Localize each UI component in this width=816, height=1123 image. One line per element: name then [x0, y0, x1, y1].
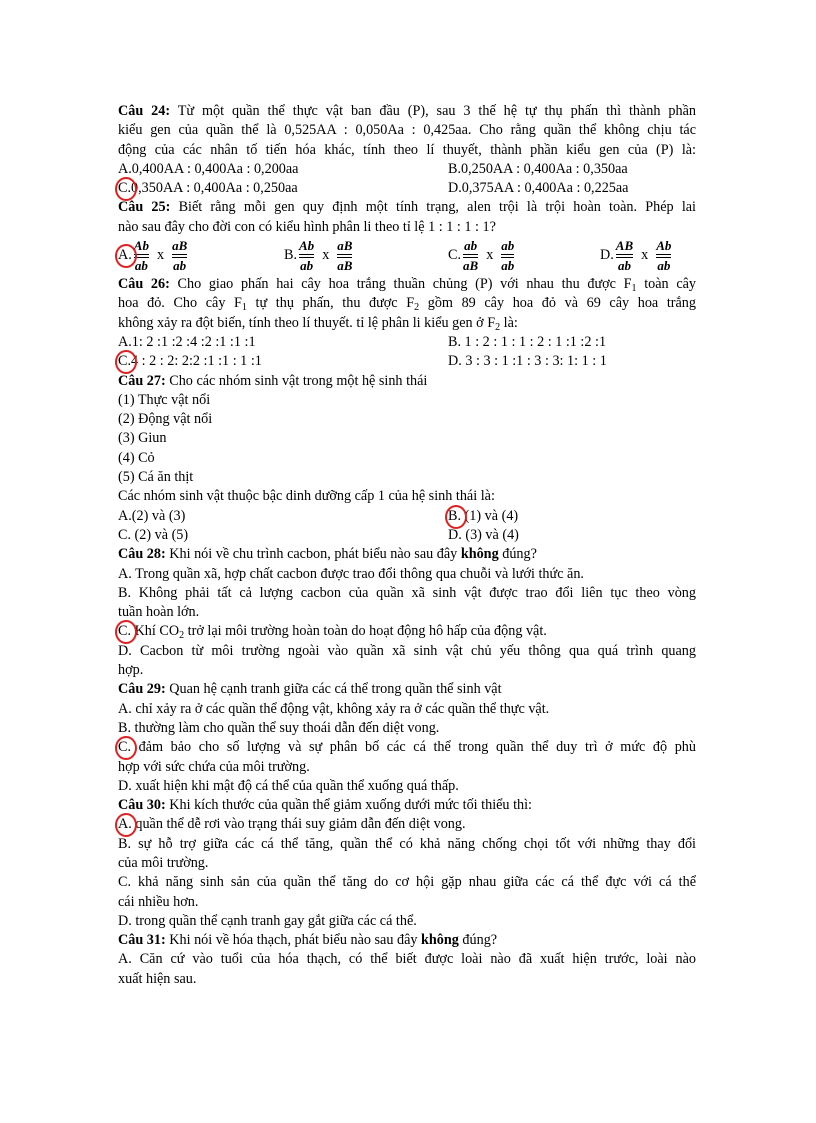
q26-option-b: B. 1 : 2 : 1 : 1 : 2 : 1 :1 :2 :1: [448, 333, 607, 350]
q30-option-b: B. sự hỗ trợ giữa các cá thể tăng, quần thể có khả năng chống chọi tốt với những thay đổi: [118, 835, 696, 852]
q31-option-a: A. Căn cứ vào tuổi của hóa thạch, có thể biết được loài nào đã xuất hiện trước, loài nào: [118, 951, 696, 968]
q25-line1: Câu 25: Biết rằng mỗi gen quy định một tính trạng, alen trội là trội hoàn toàn. Phép lai: [118, 199, 697, 216]
q27-label: Câu 27:: [118, 372, 166, 389]
genotype-fraction: $\frac{AB}{ab}$: [615, 238, 634, 274]
q26-line3: không xảy ra đột biến, tính theo lí thuyết. tỉ lệ phân li kiểu gen ở $F_2$ là:: [118, 314, 518, 333]
q30-option-c-cont: cái nhiều hơn.: [118, 893, 199, 910]
q24-options-cd: [118, 179, 696, 198]
q27-item: (3) Giun: [118, 430, 167, 447]
q25-label: Câu 25:: [118, 199, 171, 216]
q25-option-c: C. $\frac{ab}{aB}$ x $\frac{ab}{ab}$: [448, 238, 515, 274]
q26-option-d: D. 3 : 3 : 1 :1 : 3 : 3: 1: 1 : 1: [448, 353, 607, 370]
q27-item: (5) Cá ăn thịt: [118, 469, 194, 486]
q26-option-a: A.1: 2 :1 :2 :4 :2 :1 :1 :1: [118, 333, 256, 350]
q26-option-c: C.4 : 2 : 2: 2:2 :1 :1 : 1 :1: [118, 352, 448, 371]
q29-option-a: A. chỉ xảy ra ở các quần thể động vật, không xảy ra ở các quần thể thực vật.: [118, 700, 550, 717]
q24-label: Câu 24:: [118, 103, 171, 119]
q30-option-b-cont: của môi trường.: [118, 854, 209, 871]
q24-answer-mark: C.: [118, 179, 131, 198]
exam-page: [118, 102, 696, 989]
q27-item: (1) Thực vật nổi: [118, 391, 211, 408]
q27-option-d: D. (3) và (4): [448, 526, 519, 543]
q31-line1: Câu 31: Khi nói về hóa thạch, phát biểu nào sau đây không đúng?: [118, 932, 498, 949]
q28-answer-mark: C.: [118, 622, 131, 641]
q28-option-b-cont: tuần hoàn lớn.: [118, 604, 200, 621]
q26-line1: Câu 26: Cho giao phấn hai cây hoa trắng thuần chủng (P) với nhau thu được $F_1$ toàn cây: [118, 276, 697, 295]
q29-line1: Câu 29: Quan hệ cạnh tranh giữa các cá thể trong quần thể sinh vật: [118, 681, 502, 698]
q28-label: Câu 28:: [118, 546, 166, 563]
genotype-fraction: $\frac{Ab}{ab}$: [133, 238, 149, 274]
q24-option-b: B.0,250AA : 0,400Aa : 0,350aa: [448, 160, 628, 177]
genotype-fraction: $\frac{ab}{ab}$: [501, 238, 515, 274]
q28-option-d: D. Cacbon từ môi trường ngoài vào quần xã sinh vật chủ yếu thông qua quá trình quang: [118, 642, 696, 659]
q30-option-a: A. quần thể dễ rơi vào trạng thái suy giảm dẫn đến diệt vong.: [118, 815, 696, 834]
q28-option-a: A. Trong quần xã, hợp chất cacbon được trao đổi thông qua chuỗi và lưới thức ăn.: [118, 565, 584, 582]
genotype-fraction: $\frac{ab}{aB}$: [463, 238, 479, 274]
q26-line2: hoa đỏ. Cho cây $F_1$ tự thụ phấn, thu được $F_2$ gồm 89 cây hoa đỏ và 69 cây hoa trắng: [118, 295, 696, 314]
genotype-fraction: $\frac{Ab}{ab}$: [299, 238, 315, 274]
q25-option-b: B. $\frac{Ab}{ab}$ x $\frac{aB}{aB}$: [284, 238, 353, 274]
q25-answer-mark: A.: [118, 246, 132, 265]
q29-option-c-cont: hợp với sức chứa của môi trường.: [118, 758, 310, 775]
q26-options-cd: [118, 352, 696, 371]
genotype-fraction: $\frac{aB}{ab}$: [172, 238, 188, 274]
q24-option-d: D.0,375AA : 0,400Aa : 0,225aa: [448, 180, 629, 197]
q30-option-c: C. khả năng sinh sản của quần thể tăng do cơ hội gặp nhau giữa các cá thể đực với cá thể: [118, 874, 696, 891]
q29-answer-mark: C.: [118, 738, 131, 757]
q27-option-a: A.(2) và (3): [118, 507, 186, 524]
q26-answer-mark: C.: [118, 352, 131, 371]
q30-option-d: D. trong quần thể cạnh tranh gay gắt giữa các cá thể.: [118, 912, 417, 929]
q30-label: Câu 30:: [118, 797, 166, 814]
q25-option-d: D. $\frac{AB}{ab}$ x $\frac{Ab}{ab}$: [600, 238, 672, 274]
q27-answer-mark: B.: [448, 507, 461, 526]
q29-label: Câu 29:: [118, 681, 166, 698]
q27-option-c: C. (2) và (5): [118, 526, 189, 543]
q25-option-a: A. $\frac{Ab}{ab}$ x $\frac{aB}{ab}$: [118, 238, 188, 274]
q29-option-b: B. thường làm cho quần thể suy thoái dẫn đến diệt vong.: [118, 719, 440, 736]
q30-answer-mark: A.: [118, 815, 132, 834]
q29-option-d: D. xuất hiện khi mật độ cá thể của quần thể xuống quá thấp.: [118, 777, 459, 794]
q24-option-a: A.0,400AA : 0,400Aa : 0,200aa: [118, 160, 299, 177]
q25-line2: nào sau đây cho đời con có kiểu hình phân li theo tỉ lệ 1 : 1 : 1 : 1?: [118, 218, 496, 235]
q24-options-ab: [118, 160, 696, 179]
q28-option-b: B. Không phải tất cả lượng cacbon của quần xã sinh vật được trao đổi liên tục theo vòng: [118, 584, 696, 601]
q26-options-ab: [118, 333, 696, 352]
q27-option-b: B. (1) và (4): [448, 507, 518, 526]
q31-label: Câu 31:: [118, 932, 166, 949]
q24-option-c: C.0,350AA : 0,400Aa : 0,250aa: [118, 179, 448, 198]
q29-option-c: C. đảm bảo cho số lượng và sự phân bố các cá thể trong quần thể duy trì ở mức độ phù: [118, 738, 696, 757]
q27-item: (2) Động vật nổi: [118, 411, 213, 428]
q27-options-ab: [118, 507, 696, 526]
q24-line1: Câu 24: Từ một quần thể thực vật ban đầu (P), sau 3 thế hệ tự thụ phấn thì thành phần: [118, 103, 696, 119]
q28-line1: Câu 28: Khi nói về chu trình cacbon, phát biểu nào sau đây không đúng?: [118, 546, 537, 563]
q30-line1: Câu 30: Khi kích thước của quần thể giảm xuống dưới mức tối thiểu thì:: [118, 797, 532, 814]
q24-line3: động của các nhân tố tiến hóa khác, tính theo lí thuyết, thành phần kiểu gen của (P) là:: [118, 141, 696, 158]
q28-option-c: C. Khí $CO_2$ trở lại môi trường hoàn toàn do hoạt động hô hấp của động vật.: [118, 623, 547, 642]
q28-option-d-cont: hợp.: [118, 662, 144, 679]
q31-option-a-cont: xuất hiện sau.: [118, 970, 197, 987]
q25-options: [118, 237, 696, 275]
q24-line2: kiểu gen của quần thể là 0,525AA : 0,050Aa : 0,425aa. Cho rằng quần thể không chịu tác: [118, 122, 696, 139]
q27-options-cd: [118, 526, 696, 545]
q27-item: (4) Cỏ: [118, 449, 155, 466]
q27-question: Các nhóm sinh vật thuộc bậc dinh dưỡng cấp 1 của hệ sinh thái là:: [118, 488, 495, 505]
q27-line1: Câu 27: Cho các nhóm sinh vật trong một hệ sinh thái: [118, 372, 428, 389]
genotype-fraction: $\frac{Ab}{ab}$: [656, 238, 672, 274]
genotype-fraction: $\frac{aB}{aB}$: [337, 238, 353, 274]
q26-label: Câu 26:: [118, 276, 170, 293]
